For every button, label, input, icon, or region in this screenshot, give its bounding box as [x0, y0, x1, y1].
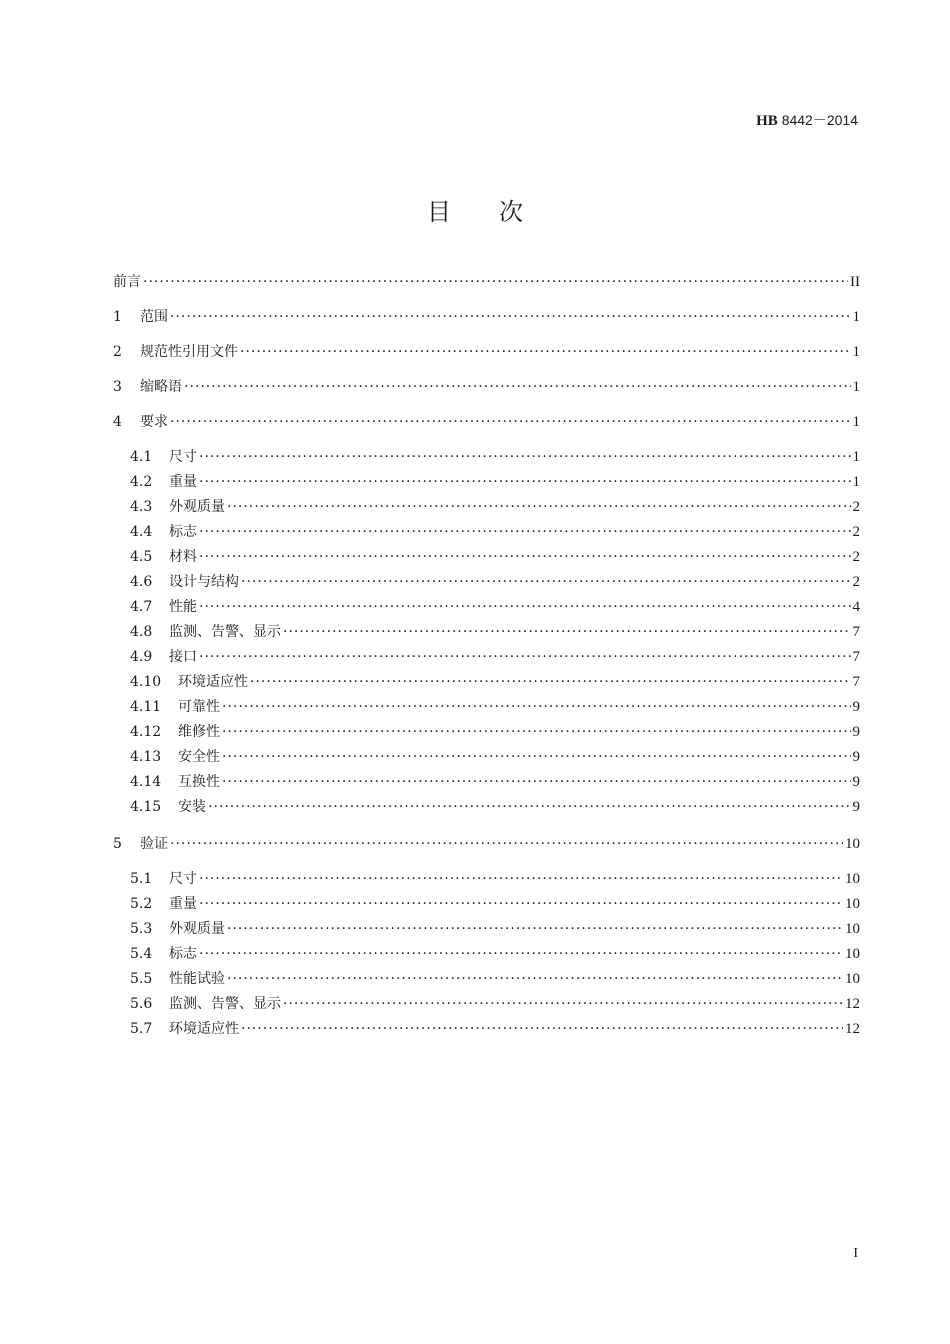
toc-entry-title: 互换性 [178, 774, 220, 790]
toc-entry-title: 监测、告警、显示 [169, 996, 281, 1012]
toc-entry-page: 10 [845, 836, 860, 852]
toc-entry[interactable] [113, 495, 860, 519]
toc-entry[interactable] [113, 917, 860, 941]
toc-entry-title: 外观质量 [169, 921, 225, 937]
toc-entry[interactable] [113, 570, 860, 594]
standard-prefix: HB [756, 113, 778, 129]
toc-entry[interactable] [113, 645, 860, 669]
toc-entry-number: 4.6 [130, 574, 153, 590]
toc-entry-number: 4.12 [130, 724, 162, 740]
toc-entry-title: 缩略语 [140, 379, 182, 395]
toc-entry-number: 5.4 [130, 946, 153, 962]
toc-leader-dots [199, 892, 843, 916]
toc-entry-number: 5.6 [130, 996, 153, 1012]
toc-leader-dots [227, 967, 843, 991]
toc-leader-dots [227, 495, 851, 519]
toc-entry[interactable] [113, 545, 860, 569]
toc-entry[interactable] [113, 695, 860, 719]
toc-leader-dots [199, 867, 843, 891]
toc-entry-number: 3 [113, 379, 122, 395]
toc-leader-dots [250, 670, 851, 694]
toc-entry[interactable] [113, 745, 860, 769]
toc-entry[interactable] [113, 445, 860, 469]
toc-entry-number: 4.5 [130, 549, 153, 565]
toc-entry[interactable] [113, 270, 860, 294]
toc-leader-dots [199, 520, 851, 544]
toc-entry[interactable] [113, 942, 860, 966]
toc-leader-dots [170, 305, 851, 329]
toc-entry[interactable] [113, 375, 860, 399]
toc-entry-page: 2 [852, 574, 860, 590]
toc-entry-number: 4 [113, 414, 122, 430]
toc-entry-page: 9 [852, 699, 860, 715]
toc-entry[interactable] [113, 992, 860, 1016]
toc-entry-number: 4.4 [130, 524, 153, 540]
toc-entry-number: 4.11 [130, 699, 162, 715]
toc-entry-page: 2 [852, 549, 860, 565]
toc-entry-page: 9 [852, 774, 860, 790]
toc-leader-dots [222, 720, 851, 744]
toc-entry-number: 4.3 [130, 499, 153, 515]
toc-leader-dots [241, 1017, 843, 1041]
toc-entry[interactable] [113, 1017, 860, 1041]
toc-entry-page: 1 [852, 344, 860, 360]
toc-entry-number: 2 [113, 344, 122, 360]
toc-leader-dots [222, 770, 851, 794]
toc-leader-dots [227, 917, 843, 941]
toc-entry-page: 2 [852, 499, 860, 515]
toc-leader-dots [283, 620, 851, 644]
toc-entry-title: 要求 [140, 414, 168, 430]
toc-entry[interactable] [113, 340, 860, 364]
toc-entry-page: 10 [845, 896, 860, 912]
toc-leader-dots [143, 270, 848, 294]
toc-entry[interactable] [113, 892, 860, 916]
toc-leader-dots [199, 645, 851, 669]
toc-entry[interactable] [113, 470, 860, 494]
toc-entry-page: 10 [845, 921, 860, 937]
toc-entry-number: 5.3 [130, 921, 153, 937]
toc-entry-title: 前言 [113, 274, 141, 290]
toc-entry-page: 10 [845, 971, 860, 987]
toc-entry-title: 外观质量 [169, 499, 225, 515]
toc-entry-page: 1 [852, 474, 860, 490]
standard-number: 8442－2014 [781, 112, 858, 128]
toc-entry-page: 2 [852, 524, 860, 540]
toc-entry-number: 4.1 [130, 449, 153, 465]
standard-code [756, 110, 858, 130]
toc-leader-dots [240, 340, 851, 364]
toc-entry[interactable] [113, 410, 860, 434]
toc-leader-dots [170, 832, 843, 856]
toc-entry-title: 环境适应性 [169, 1021, 239, 1037]
toc-entry[interactable] [113, 795, 860, 819]
toc-entry-page: 1 [852, 379, 860, 395]
toc-entry-number: 4.8 [130, 624, 153, 640]
toc-entry-title: 标志 [169, 524, 197, 540]
toc-leader-dots [208, 795, 851, 819]
toc-entry[interactable] [113, 670, 860, 694]
toc-entry-number: 4.9 [130, 649, 153, 665]
toc-entry-number: 4.14 [130, 774, 162, 790]
toc-entry[interactable] [113, 620, 860, 644]
toc-entry-page: 10 [845, 946, 860, 962]
toc-entry-title: 环境适应性 [178, 674, 248, 690]
toc-entry[interactable] [113, 520, 860, 544]
toc-entry-title: 安全性 [178, 749, 220, 765]
toc-entry-title: 可靠性 [178, 699, 220, 715]
toc-entry-number: 4.15 [130, 799, 162, 815]
page-title: 目次 [427, 198, 571, 226]
toc-entry-title: 规范性引用文件 [140, 344, 238, 360]
toc-leader-dots [199, 445, 851, 469]
toc-leader-dots [222, 745, 851, 769]
toc-entry-title: 尺寸 [169, 449, 197, 465]
toc-entry-title: 材料 [169, 549, 197, 565]
toc-entry-page: 1 [852, 414, 860, 430]
toc-entry[interactable] [113, 967, 860, 991]
toc-entry-title: 标志 [169, 946, 197, 962]
toc-leader-dots [222, 695, 851, 719]
toc-entry-page: 1 [852, 309, 860, 325]
toc-entry-page: II [850, 274, 860, 290]
toc-leader-dots [283, 992, 843, 1016]
toc-leader-dots [241, 570, 851, 594]
toc-entry-page: 9 [852, 749, 860, 765]
toc-entry-number: 5 [113, 836, 122, 852]
toc-entry[interactable] [113, 720, 860, 744]
footer-page-number: I [853, 1246, 858, 1261]
toc-entry[interactable] [113, 305, 860, 329]
toc-entry[interactable] [113, 867, 860, 891]
toc-entry-title: 设计与结构 [169, 574, 239, 590]
toc-entry[interactable] [113, 595, 860, 619]
toc-entry-number: 5.7 [130, 1021, 153, 1037]
toc-entry[interactable] [113, 770, 860, 794]
toc-entry-page: 9 [852, 799, 860, 815]
toc-entry-page: 7 [852, 624, 860, 640]
toc-entry-page: 12 [845, 996, 860, 1012]
toc-entry-title: 性能试验 [169, 971, 225, 987]
toc-entry-title: 验证 [140, 836, 168, 852]
toc-entry-title: 范围 [140, 309, 168, 325]
toc-entry-page: 4 [852, 599, 860, 615]
toc-entry-title: 尺寸 [169, 871, 197, 887]
toc-entry-title: 重量 [169, 474, 197, 490]
toc-leader-dots [184, 375, 851, 399]
toc-entry-number: 4.2 [130, 474, 153, 490]
toc-entry-title: 性能 [169, 599, 197, 615]
toc-entry-number: 5.1 [130, 871, 153, 887]
toc-leader-dots [199, 470, 851, 494]
toc-entry-title: 重量 [169, 896, 197, 912]
toc-leader-dots [170, 410, 851, 434]
toc-entry-page: 10 [845, 871, 860, 887]
toc-entry-number: 4.10 [130, 674, 162, 690]
toc-entry-number: 1 [113, 309, 122, 325]
toc-entry-number: 5.2 [130, 896, 153, 912]
toc-entry-title: 接口 [169, 649, 197, 665]
toc-entry-title: 监测、告警、显示 [169, 624, 281, 640]
toc-leader-dots [199, 595, 851, 619]
toc-entry-number: 5.5 [130, 971, 153, 987]
toc-entry[interactable] [113, 832, 860, 856]
toc-leader-dots [199, 545, 851, 569]
toc-entry-title: 维修性 [178, 724, 220, 740]
toc-entry-page: 12 [845, 1021, 860, 1037]
toc-entry-page: 7 [852, 649, 860, 665]
toc-entry-number: 4.7 [130, 599, 153, 615]
toc-entry-page: 9 [852, 724, 860, 740]
toc-entry-page: 1 [852, 449, 860, 465]
toc-entry-number: 4.13 [130, 749, 162, 765]
toc-entry-page: 7 [852, 674, 860, 690]
toc-entry-title: 安装 [178, 799, 206, 815]
toc-leader-dots [199, 942, 843, 966]
